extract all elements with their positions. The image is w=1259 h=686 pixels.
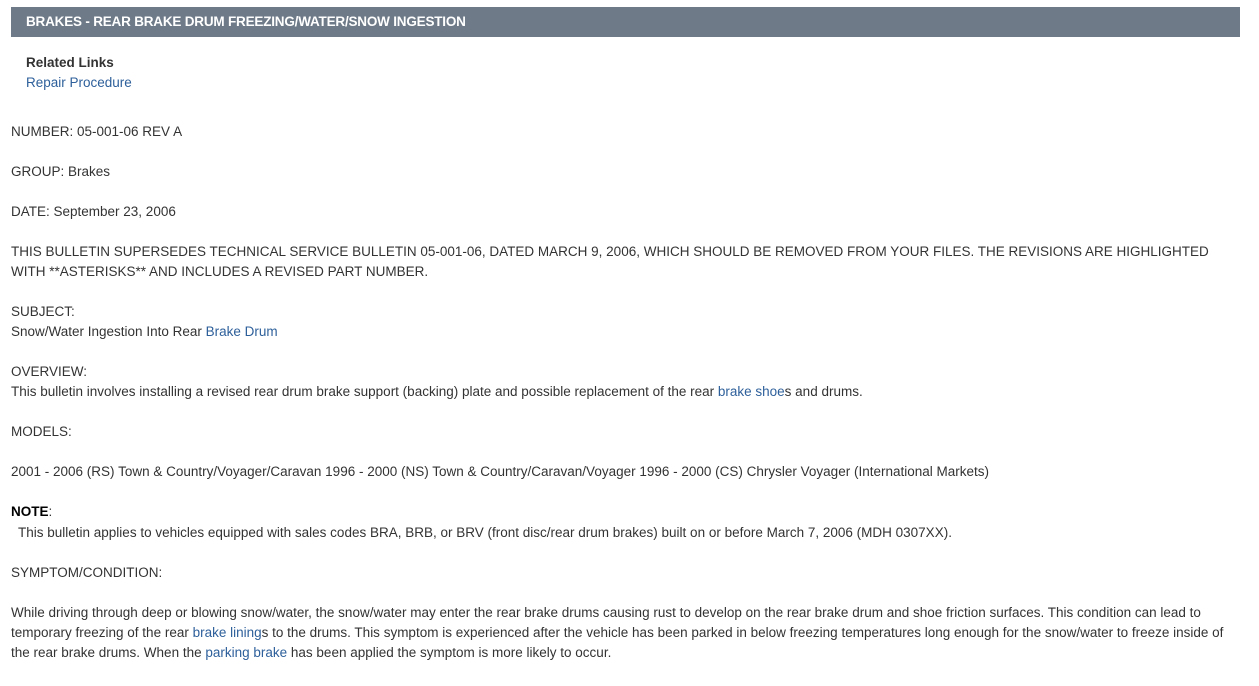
subject-label: SUBJECT:: [11, 304, 75, 319]
brake-drum-link[interactable]: Brake Drum: [205, 324, 278, 339]
overview-text-tail: s and drums.: [784, 384, 863, 399]
subject-text: [11, 322, 1243, 342]
note-text: This bulletin applies to vehicles equipped with sales codes BRA, BRB, or BRV (front disc/rear drum brakes) built on or before March 7, 2006 (MDH 0307XX).: [18, 525, 952, 540]
subject-text-lead: Snow/Water Ingestion Into Rear: [11, 324, 206, 339]
subject-section: [11, 302, 1243, 342]
overview-text-lead: This bulletin involves installing a revised rear drum brake support (backing) plate and possible replacement of the rear: [11, 384, 718, 399]
symptom-text-2: s to the drums. This symptom is experienced after the vehicle has been parked in below freezing temperatures long enough for the snow/water to freeze inside of the rear brake drums. When the: [11, 625, 1224, 660]
note-colon: :: [48, 504, 53, 519]
bulletin-date: DATE: September 23, 2006: [11, 204, 176, 219]
bulletin-number: NUMBER: 05-001-06 REV A: [11, 124, 183, 139]
parking-brake-link[interactable]: parking brake: [205, 645, 288, 660]
symptom-text-1: While driving through deep or blowing snow/water, the snow/water may enter the rear brake drums causing rust to develop on the rear brake drum and shoe friction surfaces. This condition can lead to temporary freezing of the rear: [11, 605, 1201, 640]
repair-procedure-link[interactable]: Repair Procedure: [26, 75, 132, 90]
symptom-label: SYMPTOM/CONDITION:: [11, 565, 163, 580]
note-label: NOTE: [11, 504, 49, 519]
note-heading: [11, 502, 1243, 522]
page-title: BRAKES - REAR BRAKE DRUM FREEZING/WATER/SNOW INGESTION: [11, 7, 1240, 37]
models-text: 2001 - 2006 (RS) Town & Country/Voyager/Caravan 1996 - 2000 (NS) Town & Country/Caravan/Voyager 1996 - 2000 (CS) Chrysler Voyager (International Markets): [11, 464, 989, 479]
bulletin-group: GROUP: Brakes: [11, 164, 111, 179]
overview-label: OVERVIEW:: [11, 364, 88, 379]
symptom-text-3: has been applied the symptom is more likely to occur.: [287, 645, 612, 660]
overview-text: [11, 382, 1243, 402]
brake-shoe-link[interactable]: brake shoe: [717, 384, 785, 399]
supersedes-notice: THIS BULLETIN SUPERSEDES TECHNICAL SERVICE BULLETIN 05-001-06, DATED MARCH 9, 2006, WHICH SHOULD BE REMOVED FROM YOUR FILES. THE REVISIONS ARE HIGHLIGHTED WITH **ASTERISKS** AND INCLUDES A REVISED PART NUMBER.: [11, 244, 1209, 279]
overview-section: [11, 362, 1243, 402]
bulletin-body: [11, 122, 1243, 683]
symptom-text: [11, 603, 1243, 663]
related-links-heading: Related Links: [26, 55, 114, 70]
models-label: MODELS:: [11, 424, 72, 439]
brake-lining-link[interactable]: brake lining: [192, 625, 262, 640]
note-section: [11, 502, 1243, 543]
related-links-section: [26, 53, 132, 93]
